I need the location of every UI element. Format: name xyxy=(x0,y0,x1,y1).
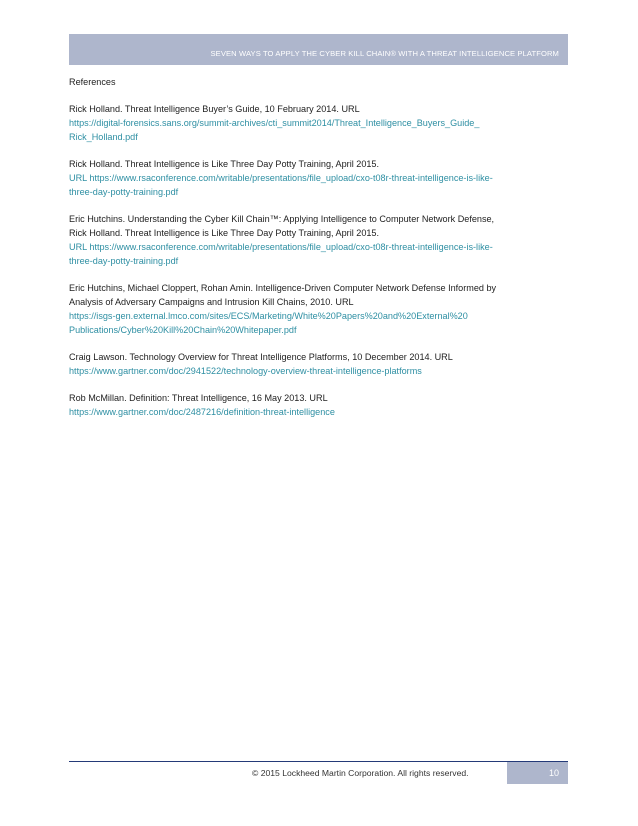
reference-text: Analysis of Adversary Campaigns and Intrusion Kill Chains, 2010. URL xyxy=(69,297,354,307)
reference-item xyxy=(69,391,569,419)
reference-link[interactable]: URL https://www.rsaconference.com/writable/presentations/file_upload/cxo-t08r-threat-intelligence-is-like- xyxy=(69,173,493,183)
reference-text: Eric Hutchins, Michael Cloppert, Rohan Amin. Intelligence-Driven Computer Network Defense Informed by xyxy=(69,283,497,293)
reference-link[interactable]: https://digital-forensics.sans.org/summit-archives/cti_summit2014/Threat_Intelligence_Buyers_Guide_ xyxy=(69,118,480,128)
page-number-box xyxy=(507,762,568,784)
reference-link[interactable]: Publications/Cyber%20Kill%20Chain%20Whitepaper.pdf xyxy=(69,325,297,335)
reference-link[interactable]: URL https://www.rsaconference.com/writable/presentations/file_upload/cxo-t08r-threat-intelligence-is-like- xyxy=(69,242,493,252)
reference-item xyxy=(69,102,569,144)
reference-link[interactable]: https://www.gartner.com/doc/2941522/technology-overview-threat-intelligence-platforms xyxy=(69,366,422,376)
reference-item xyxy=(69,281,569,337)
reference-item xyxy=(69,157,569,199)
footer-copyright: © 2015 Lockheed Martin Corporation. All rights reserved. xyxy=(252,768,469,778)
running-header-title: SEVEN WAYS TO APPLY THE CYBER KILL CHAIN® WITH A THREAT INTELLIGENCE PLATFORM xyxy=(210,49,559,58)
reference-link[interactable]: Rick_Holland.pdf xyxy=(69,132,138,142)
reference-text: Rick Holland. Threat Intelligence is Like Three Day Potty Training, April 2015. xyxy=(69,228,380,238)
reference-item xyxy=(69,212,569,268)
page-number: 10 xyxy=(548,768,559,778)
reference-link[interactable]: three-day-potty-training.pdf xyxy=(69,256,179,266)
reference-text: Rob McMillan. Definition: Threat Intelligence, 16 May 2013. URL xyxy=(69,393,328,403)
footer-divider xyxy=(69,761,568,762)
reference-link[interactable]: https://www.gartner.com/doc/2487216/definition-threat-intelligence xyxy=(69,407,335,417)
running-header xyxy=(69,34,568,65)
reference-text: Craig Lawson. Technology Overview for Threat Intelligence Platforms, 10 December 2014. URL xyxy=(69,352,453,362)
reference-item xyxy=(69,350,569,378)
reference-link[interactable]: three-day-potty-training.pdf xyxy=(69,187,179,197)
reference-text: Rick Holland. Threat Intelligence is Like Three Day Potty Training, April 2015. xyxy=(69,159,380,169)
references-section xyxy=(69,75,569,432)
reference-text: Eric Hutchins. Understanding the Cyber Kill Chain™: Applying Intelligence to Computer Network Defense, xyxy=(69,214,495,224)
reference-text: Rick Holland. Threat Intelligence Buyer’s Guide, 10 February 2014. URL xyxy=(69,104,360,114)
section-title: References xyxy=(69,77,116,87)
reference-link[interactable]: https://isgs-gen.external.lmco.com/sites/ECS/Marketing/White%20Papers%20and%20External%20 xyxy=(69,311,468,321)
